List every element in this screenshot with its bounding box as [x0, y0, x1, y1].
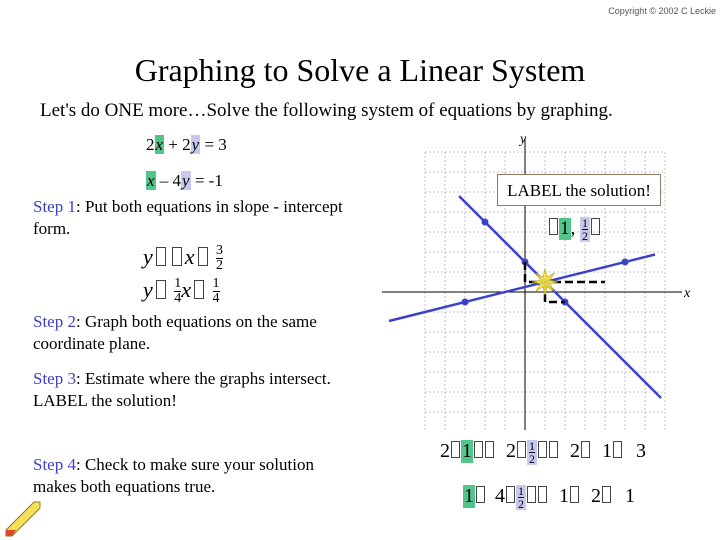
step-2-text: : Graph both equations on the same coordinate plane. [33, 312, 317, 353]
equation-2 [146, 171, 223, 191]
eq2-x: x [147, 171, 155, 190]
check2-a: 4 [495, 485, 505, 508]
equation-1 [146, 135, 227, 155]
solution-sep: , [570, 217, 576, 239]
sf2-num: 1 [212, 276, 220, 292]
step-1-number: Step 1 [33, 197, 76, 216]
sf2-coef-num: 1 [174, 276, 182, 292]
missing-glyph-icon [581, 441, 590, 458]
check1-y-den: 2 [529, 452, 535, 466]
sf2-y: y [143, 277, 153, 302]
check-row-2 [463, 485, 635, 510]
check1-e: 3 [636, 440, 646, 463]
line-2-point [622, 259, 629, 266]
slide-title: Graphing to Solve a Linear System [134, 52, 586, 88]
missing-glyph-icon [538, 486, 547, 503]
step-3 [33, 368, 333, 412]
missing-glyph-icon [527, 486, 536, 503]
sf2-den: 4 [212, 291, 220, 307]
step-4-text: : Check to make sure your solution makes both equations true. [33, 455, 314, 496]
sf1-num: 3 [216, 243, 224, 259]
sf2-coef-den: 4 [174, 291, 182, 307]
missing-glyph-icon [570, 486, 579, 503]
sf1-x: x [184, 244, 195, 269]
check2-y-den: 2 [518, 497, 524, 511]
line-2-point [462, 299, 469, 306]
missing-glyph-icon [517, 441, 526, 458]
check1-d: 1 [602, 440, 612, 463]
eq1-coef: 2 [146, 135, 155, 154]
eq1-x: x [155, 135, 164, 154]
missing-glyph-icon [198, 247, 208, 266]
missing-glyph-icon [613, 441, 622, 458]
check1-x: 1 [462, 440, 472, 463]
intersection-star-icon [532, 269, 558, 295]
intro-text: Let's do ONE more…Solve the following system of equations by graphing. [40, 100, 613, 121]
step-4 [33, 454, 333, 498]
missing-glyph-icon [602, 486, 611, 503]
sf2-x: x [181, 277, 192, 302]
slope-form-1 [143, 244, 223, 273]
solution-y-den: 2 [582, 229, 588, 243]
step-2-number: Step 2 [33, 312, 76, 331]
x-axis-label: x [684, 286, 691, 301]
solution-y [580, 217, 590, 242]
missing-glyph-icon [485, 441, 494, 458]
eq2-mid: – 4 [155, 171, 182, 190]
solution-y-num: 1 [582, 216, 588, 230]
step-2 [33, 311, 343, 355]
missing-glyph-icon [172, 247, 182, 266]
sf1-fraction [216, 244, 223, 273]
check2-x: 1 [464, 485, 474, 508]
copyright-notice: Copyright © 2002 C Leckie [608, 6, 716, 16]
check-row-1 [440, 440, 646, 465]
step-1-text: : Put both equations in slope - intercept form. [33, 197, 343, 238]
sf1-den: 2 [216, 258, 224, 274]
step-3-text: : Estimate where the graphs intersect. LABEL the solution! [33, 369, 331, 410]
sf1-y: y [143, 244, 153, 269]
label-solution-box: LABEL the solution! [497, 174, 661, 206]
page-curl-icon [4, 500, 42, 538]
eq1-mid: + 2 [164, 135, 191, 154]
check1-y-num: 1 [529, 439, 535, 453]
line-2 [389, 255, 655, 322]
missing-glyph-icon [451, 441, 460, 458]
y-axis-label: y [520, 132, 527, 147]
check2-d: 1 [625, 485, 635, 508]
check1-b: 2 [506, 440, 516, 463]
step-4-number: Step 4 [33, 455, 76, 474]
missing-glyph-icon [591, 218, 600, 235]
check1-a: 2 [440, 440, 450, 463]
check1-y [527, 440, 537, 465]
eq2-y: y [182, 171, 190, 190]
missing-glyph-icon [549, 441, 558, 458]
check2-y-num: 1 [518, 484, 524, 498]
missing-glyph-icon [549, 218, 558, 235]
eq1-rhs: = 3 [200, 135, 227, 154]
eq2-rhs: = -1 [190, 171, 223, 190]
solution-x: 1 [560, 217, 570, 239]
check2-y [516, 485, 526, 510]
step-1 [33, 196, 343, 240]
missing-glyph-icon [538, 441, 547, 458]
missing-glyph-icon [476, 486, 485, 503]
slope-form-2 [143, 277, 220, 306]
missing-glyph-icon [474, 441, 483, 458]
missing-glyph-icon [194, 280, 204, 299]
missing-glyph-icon [156, 280, 166, 299]
line-1-point [482, 219, 489, 226]
missing-glyph-icon [506, 486, 515, 503]
check2-c: 2 [591, 485, 601, 508]
check1-c: 2 [570, 440, 580, 463]
solution-label [548, 217, 601, 242]
eq1-y: y [191, 135, 200, 154]
check2-b: 1 [559, 485, 569, 508]
sf2-fraction [213, 277, 220, 306]
missing-glyph-icon [156, 247, 166, 266]
step-3-number: Step 3 [33, 369, 76, 388]
